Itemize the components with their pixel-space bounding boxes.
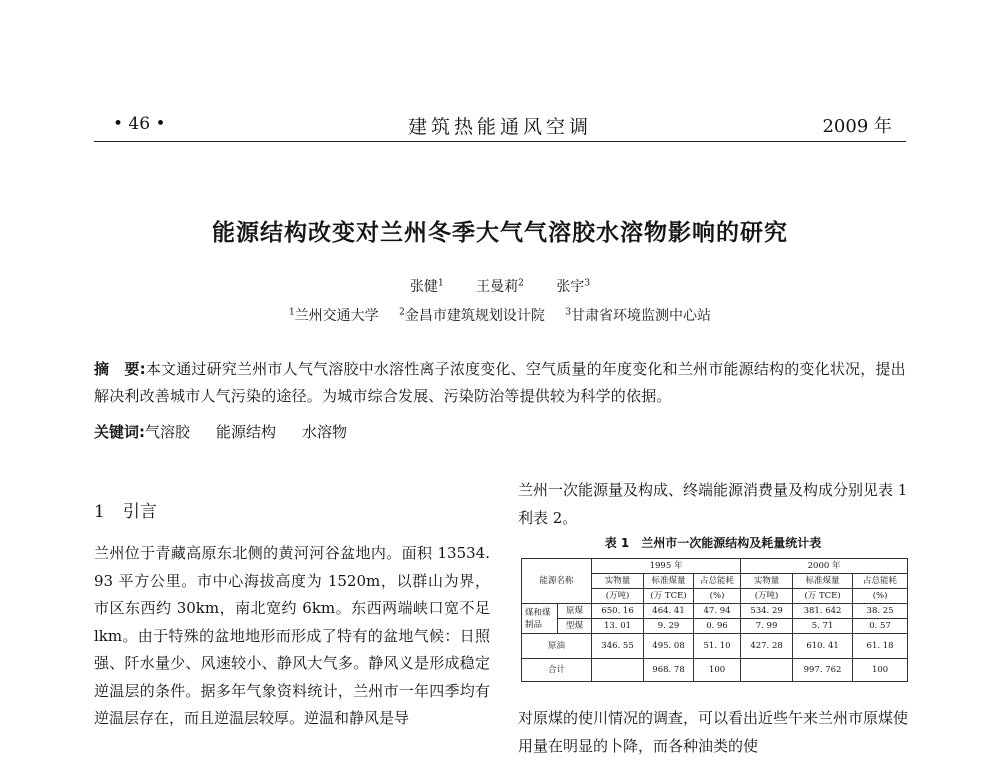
table-cell: 0. 96 xyxy=(694,619,741,634)
table-col-head: 实物量 xyxy=(592,574,644,589)
table-row xyxy=(522,619,908,634)
table-group-cell: 煤和煤制品 xyxy=(522,604,558,634)
table-cell: 997. 762 xyxy=(793,659,853,682)
keywords-label: 关键词: xyxy=(94,423,145,441)
table-col-head: 占总能耗 xyxy=(694,574,741,589)
affiliation xyxy=(399,308,545,324)
table-row xyxy=(522,659,908,682)
table-cell: 9. 29 xyxy=(644,619,694,634)
table-cell: 7. 99 xyxy=(741,619,793,634)
table-col-unit: (%) xyxy=(694,589,741,604)
paper-title: 能源结构改变对兰州冬季大气气溶胶水溶物影响的研究 xyxy=(212,220,788,246)
table-cell: 650. 16 xyxy=(592,604,644,619)
table-row xyxy=(522,559,908,574)
table-cell: 5. 71 xyxy=(793,619,853,634)
author xyxy=(410,279,444,295)
keyword: 水溶物 xyxy=(302,423,348,441)
affiliation-list xyxy=(0,305,1000,325)
table-cell: 495. 08 xyxy=(644,634,694,659)
abstract-text: 本文通过研究兰州市人气气溶胶中水溶性离子浓度变化、空气质量的年度变化和兰州市能源结构的变化状况，提出解决利改善城市人气污染的途径。为城市综合发展、污染防治等提供较为科学的依据。 xyxy=(94,360,906,405)
table-row xyxy=(522,604,908,619)
table-col-unit: (万 TCE) xyxy=(793,589,853,604)
keyword: 能源结构 xyxy=(216,423,277,441)
page-number: • 46 • xyxy=(113,114,166,134)
table-row xyxy=(522,634,908,659)
table-cell xyxy=(592,659,644,682)
table-cell: 427. 28 xyxy=(741,634,793,659)
header-rule xyxy=(94,141,906,142)
affiliation-name: 兰州交通大学 xyxy=(294,308,379,324)
affiliation xyxy=(565,308,711,324)
affiliation-sup: 3 xyxy=(565,307,572,318)
table-cell: 100 xyxy=(694,659,741,682)
table-cell: 534. 29 xyxy=(741,604,793,619)
table-col-unit: (%) xyxy=(853,589,908,604)
table-cell xyxy=(741,659,793,682)
keyword: 气溶胶 xyxy=(145,423,191,441)
affiliation-sup: 2 xyxy=(399,307,405,318)
table-cell: 61. 18 xyxy=(853,634,908,659)
table-cell: 610. 41 xyxy=(793,634,853,659)
table-year-cell: 1995 年 xyxy=(592,559,741,574)
author-sup: 2 xyxy=(518,278,524,289)
author xyxy=(476,279,524,295)
table-caption: 表 1 兰州市一次能源结构及耗量统计表 xyxy=(604,536,822,550)
author-sup: 1 xyxy=(437,278,444,289)
table-cell: 100 xyxy=(853,659,908,682)
author xyxy=(556,279,590,295)
author-sup: 3 xyxy=(584,278,591,289)
table-cell: 346. 55 xyxy=(592,634,644,659)
table-row-name: 原煤 xyxy=(558,604,592,619)
author-name: 张宇 xyxy=(556,279,585,295)
table-cell: 381. 642 xyxy=(793,604,853,619)
table-col-head: 标准煤量 xyxy=(644,574,694,589)
table-cell: 464. 41 xyxy=(644,604,694,619)
abstract xyxy=(94,356,906,410)
author-name: 王曼莉 xyxy=(476,279,519,295)
table-col-head: 实物量 xyxy=(741,574,793,589)
abstract-label: 摘 要: xyxy=(94,360,146,378)
table-col-head: 标准煤量 xyxy=(793,574,853,589)
keywords xyxy=(94,419,906,446)
table-col-unit: (万吨) xyxy=(741,589,793,604)
journal-year: 2009 年 xyxy=(822,116,892,137)
affiliation-sup: 1 xyxy=(288,307,295,318)
table-cell: 0. 57 xyxy=(853,619,908,634)
body-text-right-bottom: 对原煤的使川情况的调查，可以看出近些午来兰州市原煤使用量在明显的卜降，而各种油类的使 xyxy=(518,709,909,755)
table-cell: 38. 25 xyxy=(853,604,908,619)
author-name: 张健 xyxy=(409,279,438,295)
table-row-name: 合计 xyxy=(522,659,592,682)
affiliation-name: 甘肃省环境监测中心站 xyxy=(571,308,712,324)
table-header-cell: 能源名称 xyxy=(522,559,592,604)
energy-table xyxy=(521,558,908,682)
section-heading xyxy=(94,497,157,522)
table-col-unit: (万吨) xyxy=(592,589,644,604)
table-cell: 13. 01 xyxy=(592,619,644,634)
table-row-name: 原油 xyxy=(522,634,592,659)
journal-name: 建筑热能通风空调 xyxy=(407,116,592,138)
table-cell: 47. 94 xyxy=(694,604,741,619)
affiliation xyxy=(289,308,379,324)
table-cell: 51. 10 xyxy=(694,634,741,659)
table-cell: 968. 78 xyxy=(644,659,694,682)
table-row-name: 型煤 xyxy=(558,619,592,634)
table-year-cell: 2000 年 xyxy=(741,559,908,574)
section-title: 引言 xyxy=(122,502,157,522)
table-col-unit: (万 TCE) xyxy=(644,589,694,604)
affiliation-name: 金昌市建筑规划设计院 xyxy=(404,308,545,324)
body-text-right-top: 兰州一次能源量及构成、终端能源消费量及构成分别见表 1 利表 2。 xyxy=(518,481,908,527)
body-text-left: 兰州位于青藏高原东北侧的黄河河谷盆地内。面积 13534. 93 平方公里。市中心海拔高度为 1520m，以群山为界，市区东西约 30km，南北宽约 6km。东西两端峡口宽不足 lkm。由于特殊的盆地地形而形成了特有的盆地气候：日照强、阡水量少、风速较小、静风大气多。静风义是形成稳定逆温层的条件。据多年气象资料统计，兰州市一年四季均有逆温层存在，而且逆温层较厚。逆温和静风是导 xyxy=(94,544,490,727)
table-col-head: 占总能耗 xyxy=(853,574,908,589)
author-list xyxy=(0,276,1000,296)
section-number: 1 xyxy=(94,502,105,522)
